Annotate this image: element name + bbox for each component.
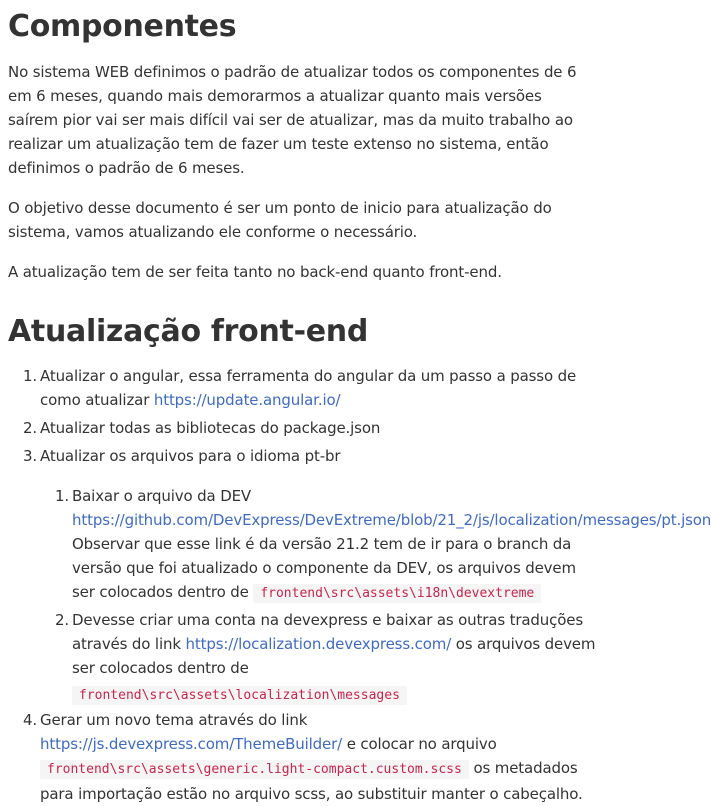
- devextreme-pt-json-link[interactable]: https://github.com/DevExpress/DevExtreme/blob/21_2/js/localization/messages/pt.json: [72, 511, 711, 529]
- list-item-number: 1.: [22, 367, 37, 385]
- heading-atualizacao-front-end: Atualização front-end: [8, 314, 368, 349]
- list-item-number: 4.: [22, 711, 37, 729]
- paragraph-backend-frontend: A atualização tem de ser feita tanto no back-end quanto front-end.: [8, 263, 502, 281]
- sub-list-item-text: Devesse criar uma conta na devexpress e baixar as outras traduções através do link: [72, 611, 583, 653]
- list-item-body: [40, 444, 600, 468]
- list-item-text: Atualizar o angular, essa ferramenta do angular da um passo a passo de como atualizar: [40, 367, 577, 409]
- sub-list-item-note: os arquivos devem ser colocados dentro de: [72, 635, 596, 677]
- path-code-i18n: frontend\src\assets\i18n\devextreme: [253, 584, 541, 603]
- sub-list-item-number: 2.: [54, 611, 69, 629]
- devexpress-localization-link[interactable]: https://localization.devexpress.com/: [185, 635, 452, 653]
- list-item-text: Atualizar todas as bibliotecas do package.json: [40, 419, 381, 437]
- list-item-body: [40, 708, 600, 806]
- sub-list-item-body: [72, 608, 600, 708]
- list-item-number: 2.: [22, 419, 37, 437]
- list-item-text: Atualizar os arquivos para o idioma pt-br: [40, 447, 341, 465]
- heading-componentes: Componentes: [8, 9, 237, 44]
- list-item-body: [40, 364, 600, 412]
- sub-list-item-text: Baixar o arquivo da DEV: [72, 487, 252, 505]
- list-item-text-3: os metadados para importação estão no arquivo scss, ao substituir manter o cabeçalho.: [40, 759, 583, 803]
- list-item-number: 3.: [22, 447, 37, 465]
- paragraph-intro: No sistema WEB definimos o padrão de atualizar todos os componentes de 6 em 6 meses, quando mais demorarmos a atualizar quanto mais versões saírem pior vai ser mais difícil vai ser de atualizar, mas da muito trabalho ao realizar um atualização tem de fazer um teste extenso no sistema, então definimos o padrão de 6 meses.: [8, 63, 577, 177]
- sub-list-item-number: 1.: [54, 487, 69, 505]
- angular-update-link[interactable]: https://update.angular.io/: [153, 391, 341, 409]
- list-item-text: Gerar um novo tema através do link: [40, 711, 308, 729]
- sub-list-item-note: Observar que esse link é da versão 21.2 tem de ir para o branch da versão que foi atualizado o componente da DEV, os arquivos devem ser colocados dentro de: [72, 535, 576, 601]
- path-code-localization: frontend\src\assets\localization\messages: [72, 686, 407, 705]
- theme-builder-link[interactable]: https://js.devexpress.com/ThemeBuilder/: [40, 735, 343, 753]
- list-item-body: [40, 416, 600, 440]
- list-item-text-2: e colocar no arquivo: [346, 735, 497, 753]
- paragraph-objetivo: O objetivo desse documento é ser um ponto de inicio para atualização do sistema, vamos atualizando ele conforme o necessário.: [8, 199, 552, 241]
- path-code-theme: frontend\src\assets\generic.light-compact.custom.scss: [40, 760, 469, 779]
- sub-list-item-body: [72, 484, 711, 606]
